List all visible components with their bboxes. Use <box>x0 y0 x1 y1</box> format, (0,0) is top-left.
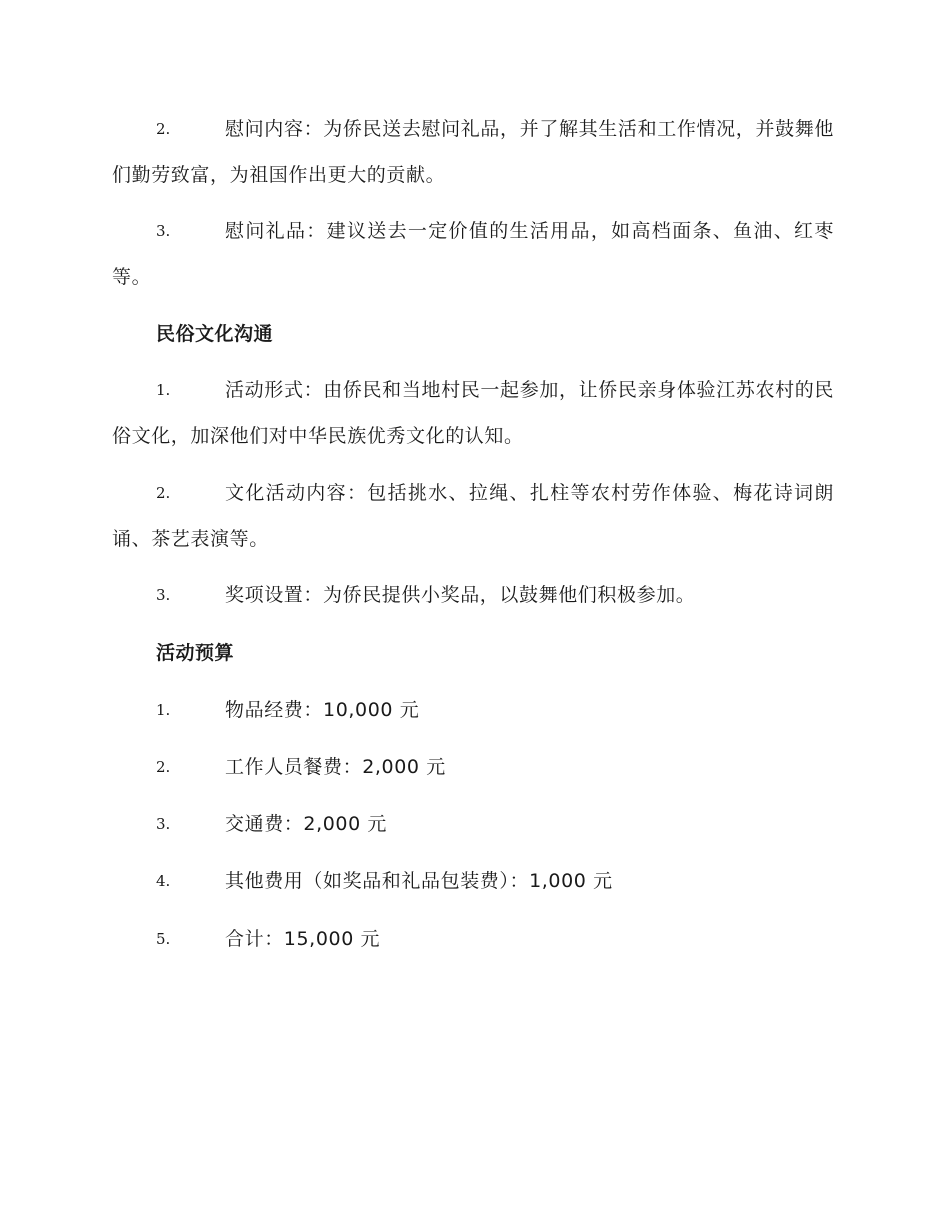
list-item <box>0 916 950 962</box>
list-item-text: 其他费用（如奖品和礼品包装费）：1,000 元 <box>225 870 613 892</box>
list-number: 1. <box>156 701 171 719</box>
list-number: 4. <box>156 872 171 890</box>
list-item <box>0 801 950 847</box>
list-item-text: 奖项设置：为侨民提供小奖品，以鼓舞他们积极参加。 <box>225 584 696 606</box>
list-item-text: 交通费：2,000 元 <box>225 813 388 835</box>
list-number: 1. <box>156 381 171 399</box>
list-number: 3. <box>156 222 171 240</box>
list-item-text: 活动形式：由侨民和当地村民一起参加，让侨民亲身体验江苏农村的民俗文化，加深他们对中华民族优秀文化的认知。 <box>112 379 834 447</box>
list-item <box>0 744 950 790</box>
list-number: 2. <box>156 120 171 138</box>
list-number: 3. <box>156 815 171 833</box>
list-number: 2. <box>156 758 171 776</box>
section-heading: 活动预算 <box>156 642 235 664</box>
list-item <box>0 470 950 562</box>
list-item-text: 合计：15,000 元 <box>225 928 381 950</box>
list-item <box>0 572 950 618</box>
list-number: 2. <box>156 484 171 502</box>
list-item-text: 工作人员餐费：2,000 元 <box>225 756 446 778</box>
list-item <box>0 106 950 198</box>
list-item-text: 慰问内容：为侨民送去慰问礼品，并了解其生活和工作情况，并鼓舞他们勤劳致富，为祖国作出更大的贡献。 <box>112 118 834 186</box>
section-heading: 民俗文化沟通 <box>156 323 274 345</box>
list-item <box>0 687 950 733</box>
list-number: 3. <box>156 586 171 604</box>
list-item <box>0 367 950 459</box>
list-item-text: 文化活动内容：包括挑水、拉绳、扎柱等农村劳作体验、梅花诗词朗诵、茶艺表演等。 <box>112 482 834 550</box>
list-number: 5. <box>156 930 171 948</box>
list-item-text: 慰问礼品：建议送去一定价值的生活用品，如高档面条、鱼油、红枣等。 <box>112 220 834 288</box>
list-item-text: 物品经费：10,000 元 <box>225 699 420 721</box>
list-item <box>0 858 950 904</box>
list-item <box>0 208 950 300</box>
